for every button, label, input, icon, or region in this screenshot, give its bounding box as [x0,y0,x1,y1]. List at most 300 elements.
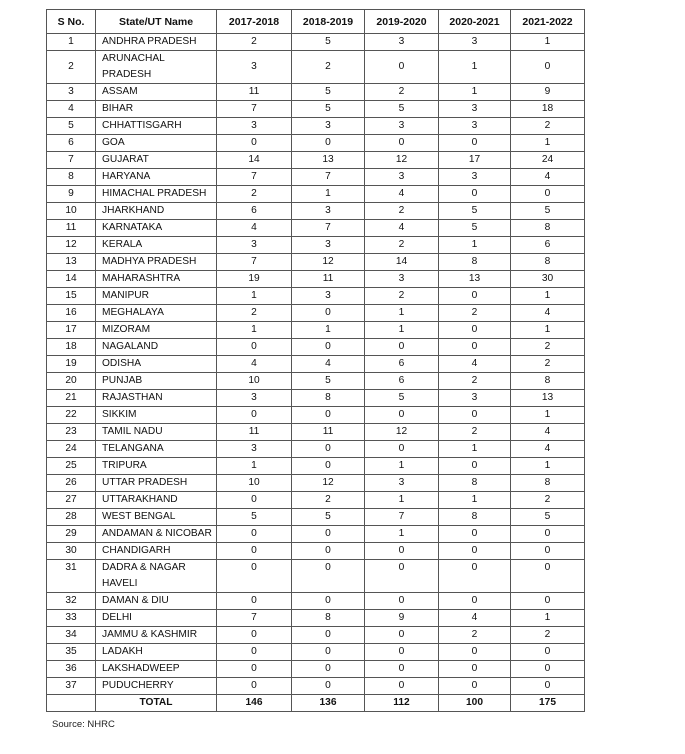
cell-2020-2021: 0 [439,322,511,339]
cell-2018-2019: 0 [292,678,365,695]
cell-2021-2022: 4 [511,424,585,441]
cell-2021-2022: 2 [511,627,585,644]
table-row [47,610,585,627]
cell-state: LAKSHADWEEP [96,661,217,678]
cell-2021-2022: 18 [511,101,585,118]
cell-state: LADAKH [96,644,217,661]
cell-2019-2020: 1 [365,305,439,322]
cell-2018-2019: 0 [292,644,365,661]
cell-2017-2018: 1 [217,458,292,475]
table-row [47,526,585,543]
cell-2020-2021: 2 [439,373,511,390]
cell-2018-2019: 11 [292,424,365,441]
cell-state: CHHATTISGARH [96,118,217,135]
header-2017-2018: 2017-2018 [217,10,292,34]
cell-2020-2021: 3 [439,34,511,51]
cell-2021-2022: 5 [511,203,585,220]
cell-2018-2019: 5 [292,84,365,101]
total-label: TOTAL [96,695,217,712]
cell-sno: 28 [47,509,96,526]
cell-sno: 25 [47,458,96,475]
cell-2020-2021: 3 [439,390,511,407]
cell-state: TRIPURA [96,458,217,475]
table-row [47,339,585,356]
cell-2018-2019: 3 [292,118,365,135]
cell-2018-2019: 0 [292,627,365,644]
cell-2019-2020: 5 [365,390,439,407]
cell-2019-2020: 3 [365,271,439,288]
cell-2017-2018: 4 [217,356,292,373]
cell-2019-2020: 3 [365,169,439,186]
cell-2021-2022: 6 [511,237,585,254]
cell-2017-2018: 10 [217,373,292,390]
cell-2019-2020: 4 [365,220,439,237]
table-row [47,237,585,254]
cell-state: ASSAM [96,84,217,101]
cell-2018-2019: 0 [292,441,365,458]
cell-2017-2018: 0 [217,627,292,644]
table-row [47,34,585,51]
cell-2018-2019: 0 [292,593,365,610]
cell-2020-2021: 0 [439,407,511,424]
cell-state: SIKKIM [96,407,217,424]
cell-2021-2022: 1 [511,458,585,475]
cell-2017-2018: 0 [217,339,292,356]
cell-2020-2021: 2 [439,305,511,322]
table-row [47,152,585,169]
cell-sno: 22 [47,407,96,424]
cell-2018-2019: 3 [292,237,365,254]
cell-state: GUJARAT [96,152,217,169]
cell-2020-2021: 1 [439,492,511,509]
cell-sno: 17 [47,322,96,339]
cell-state: DAMAN & DIU [96,593,217,610]
cell-2017-2018: 14 [217,152,292,169]
cell-2019-2020: 0 [365,661,439,678]
cell-2019-2020: 2 [365,203,439,220]
header-sno: S No. [47,10,96,34]
cell-2018-2019: 8 [292,610,365,627]
table-row [47,305,585,322]
cell-sno: 37 [47,678,96,695]
cell-sno: 1 [47,34,96,51]
table-row [47,424,585,441]
cell-sno: 18 [47,339,96,356]
cell-state: MIZORAM [96,322,217,339]
cell-2018-2019: 12 [292,475,365,492]
cell-2020-2021: 8 [439,254,511,271]
cell-2018-2019: 1 [292,322,365,339]
cell-2021-2022: 0 [511,526,585,543]
cell-2017-2018: 0 [217,135,292,152]
cell-sno: 5 [47,118,96,135]
cell-2021-2022: 4 [511,169,585,186]
cell-2021-2022: 1 [511,610,585,627]
cell-2019-2020: 0 [365,135,439,152]
cell-sno: 14 [47,271,96,288]
header-row [47,10,585,34]
total-2020-2021: 100 [439,695,511,712]
cell-state: DELHI [96,610,217,627]
cell-2018-2019: 0 [292,543,365,560]
cell-2020-2021: 4 [439,610,511,627]
cell-2020-2021: 1 [439,51,511,84]
cell-2017-2018: 1 [217,322,292,339]
cell-2017-2018: 0 [217,593,292,610]
table-row [47,101,585,118]
cell-state: KERALA [96,237,217,254]
table-row [47,644,585,661]
cell-2020-2021: 1 [439,84,511,101]
cell-2020-2021: 0 [439,593,511,610]
cell-sno: 36 [47,661,96,678]
cell-2017-2018: 4 [217,220,292,237]
table-row [47,271,585,288]
cell-2019-2020: 0 [365,407,439,424]
cell-state: TAMIL NADU [96,424,217,441]
cell-2018-2019: 5 [292,509,365,526]
cell-2019-2020: 3 [365,475,439,492]
cell-sno: 24 [47,441,96,458]
cell-sno: 4 [47,101,96,118]
table-row [47,84,585,101]
total-2018-2019: 136 [292,695,365,712]
cell-2020-2021: 0 [439,135,511,152]
cell-2017-2018: 0 [217,678,292,695]
cell-2017-2018: 11 [217,424,292,441]
cell-2021-2022: 0 [511,543,585,560]
cell-2018-2019: 5 [292,101,365,118]
table-row [47,356,585,373]
cell-2017-2018: 0 [217,526,292,543]
cell-2021-2022: 13 [511,390,585,407]
cell-2018-2019: 5 [292,373,365,390]
cell-2019-2020: 12 [365,424,439,441]
cell-2017-2018: 0 [217,661,292,678]
cell-sno: 29 [47,526,96,543]
cell-2019-2020: 2 [365,237,439,254]
table-row [47,203,585,220]
table-row [47,118,585,135]
cell-2018-2019: 0 [292,407,365,424]
cell-2021-2022: 8 [511,220,585,237]
cell-2020-2021: 0 [439,339,511,356]
cell-2017-2018: 0 [217,543,292,560]
cell-state: ANDHRA PRADESH [96,34,217,51]
cell-sno: 3 [47,84,96,101]
cell-2019-2020: 1 [365,526,439,543]
cell-2017-2018: 3 [217,51,292,84]
cell-2020-2021: 0 [439,661,511,678]
cell-2021-2022: 1 [511,322,585,339]
cell-2021-2022: 0 [511,560,585,593]
table-row [47,458,585,475]
table-row [47,627,585,644]
cell-state: GOA [96,135,217,152]
cell-sno: 8 [47,169,96,186]
cell-2019-2020: 0 [365,543,439,560]
table-row [47,51,585,84]
cell-2020-2021: 2 [439,424,511,441]
cell-2019-2020: 0 [365,593,439,610]
cell-sno: 13 [47,254,96,271]
cell-2017-2018: 7 [217,610,292,627]
cell-2019-2020: 1 [365,458,439,475]
cell-state: NAGALAND [96,339,217,356]
cell-2017-2018: 3 [217,390,292,407]
cell-2021-2022: 1 [511,135,585,152]
cell-sno: 19 [47,356,96,373]
cell-2018-2019: 5 [292,34,365,51]
table-row [47,322,585,339]
cell-sno: 16 [47,305,96,322]
cell-2018-2019: 0 [292,135,365,152]
cell-2017-2018: 3 [217,237,292,254]
total-row [47,695,585,712]
cell-2020-2021: 8 [439,475,511,492]
cell-2017-2018: 7 [217,169,292,186]
cell-state: HIMACHAL PRADESH [96,186,217,203]
cell-state: CHANDIGARH [96,543,217,560]
cell-2018-2019: 7 [292,220,365,237]
cell-2020-2021: 1 [439,237,511,254]
cell-2019-2020: 0 [365,627,439,644]
cell-2020-2021: 0 [439,560,511,593]
cell-2017-2018: 1 [217,288,292,305]
cell-2017-2018: 3 [217,118,292,135]
cell-2019-2020: 7 [365,509,439,526]
table-row [47,560,585,593]
cell-2020-2021: 4 [439,356,511,373]
cell-2020-2021: 1 [439,441,511,458]
cell-2021-2022: 5 [511,509,585,526]
cell-2019-2020: 2 [365,84,439,101]
table-row [47,441,585,458]
cell-2021-2022: 2 [511,356,585,373]
cell-2020-2021: 0 [439,186,511,203]
cell-sno: 15 [47,288,96,305]
cell-2019-2020: 14 [365,254,439,271]
cell-sno: 34 [47,627,96,644]
table-row [47,186,585,203]
header-2019-2020: 2019-2020 [365,10,439,34]
state-yearwise-table [46,9,585,712]
table-row [47,169,585,186]
cell-sno: 35 [47,644,96,661]
cell-2019-2020: 9 [365,610,439,627]
cell-2018-2019: 3 [292,288,365,305]
cell-2020-2021: 0 [439,526,511,543]
cell-2017-2018: 11 [217,84,292,101]
cell-2020-2021: 0 [439,458,511,475]
cell-2021-2022: 2 [511,339,585,356]
cell-2020-2021: 3 [439,169,511,186]
cell-2017-2018: 0 [217,560,292,593]
cell-state: UTTARAKHAND [96,492,217,509]
total-2017-2018: 146 [217,695,292,712]
cell-state: ARUNACHAL PRADESH [96,51,217,84]
table-row [47,475,585,492]
cell-state: PUDUCHERRY [96,678,217,695]
cell-2017-2018: 6 [217,203,292,220]
cell-2017-2018: 0 [217,407,292,424]
cell-2018-2019: 4 [292,356,365,373]
cell-2018-2019: 3 [292,203,365,220]
total-2021-2022: 175 [511,695,585,712]
cell-2020-2021: 2 [439,627,511,644]
total-2019-2020: 112 [365,695,439,712]
cell-2019-2020: 0 [365,441,439,458]
cell-state: ODISHA [96,356,217,373]
table-row [47,543,585,560]
cell-state: MEGHALAYA [96,305,217,322]
cell-2021-2022: 0 [511,644,585,661]
cell-2017-2018: 2 [217,34,292,51]
cell-2021-2022: 0 [511,593,585,610]
cell-2020-2021: 8 [439,509,511,526]
cell-2018-2019: 13 [292,152,365,169]
cell-sno: 6 [47,135,96,152]
source-note: Source: NHRC [52,719,115,730]
table-row [47,407,585,424]
cell-sno: 9 [47,186,96,203]
cell-state: UTTAR PRADESH [96,475,217,492]
cell-2020-2021: 0 [439,543,511,560]
cell-2018-2019: 0 [292,526,365,543]
cell-sno: 11 [47,220,96,237]
cell-2020-2021: 5 [439,220,511,237]
cell-2021-2022: 0 [511,186,585,203]
cell-2018-2019: 2 [292,51,365,84]
cell-2018-2019: 7 [292,169,365,186]
cell-state: PUNJAB [96,373,217,390]
cell-2021-2022: 2 [511,492,585,509]
cell-sno: 33 [47,610,96,627]
cell-2017-2018: 2 [217,305,292,322]
cell-2021-2022: 30 [511,271,585,288]
cell-sno: 21 [47,390,96,407]
cell-2020-2021: 0 [439,644,511,661]
cell-2017-2018: 7 [217,101,292,118]
cell-2018-2019: 0 [292,458,365,475]
cell-2018-2019: 8 [292,390,365,407]
cell-2019-2020: 0 [365,560,439,593]
header-2018-2019: 2018-2019 [292,10,365,34]
cell-2021-2022: 0 [511,678,585,695]
table-row [47,288,585,305]
cell-state: HARYANA [96,169,217,186]
cell-2019-2020: 2 [365,288,439,305]
cell-state: MAHARASHTRA [96,271,217,288]
cell-2021-2022: 1 [511,407,585,424]
cell-sno: 20 [47,373,96,390]
table-row [47,509,585,526]
table-row [47,678,585,695]
cell-2019-2020: 0 [365,51,439,84]
cell-sno: 30 [47,543,96,560]
cell-sno: 32 [47,593,96,610]
cell-2019-2020: 6 [365,356,439,373]
cell-state: RAJASTHAN [96,390,217,407]
cell-2020-2021: 17 [439,152,511,169]
cell-2020-2021: 0 [439,678,511,695]
cell-2021-2022: 0 [511,661,585,678]
cell-2019-2020: 6 [365,373,439,390]
table-row [47,492,585,509]
header-2020-2021: 2020-2021 [439,10,511,34]
cell-2021-2022: 24 [511,152,585,169]
cell-2019-2020: 0 [365,339,439,356]
cell-2021-2022: 1 [511,34,585,51]
cell-2019-2020: 12 [365,152,439,169]
cell-2018-2019: 11 [292,271,365,288]
cell-2017-2018: 0 [217,644,292,661]
cell-state: WEST BENGAL [96,509,217,526]
cell-state: BIHAR [96,101,217,118]
cell-sno: 10 [47,203,96,220]
cell-2021-2022: 8 [511,373,585,390]
cell-2021-2022: 8 [511,254,585,271]
cell-2017-2018: 2 [217,186,292,203]
cell-state: TELANGANA [96,441,217,458]
cell-2020-2021: 0 [439,288,511,305]
cell-2019-2020: 4 [365,186,439,203]
cell-2020-2021: 3 [439,101,511,118]
cell-state: MANIPUR [96,288,217,305]
header-state: State/UT Name [96,10,217,34]
cell-2021-2022: 9 [511,84,585,101]
cell-2019-2020: 1 [365,322,439,339]
cell-2017-2018: 19 [217,271,292,288]
cell-2021-2022: 4 [511,441,585,458]
cell-2017-2018: 5 [217,509,292,526]
total-sno-cell [47,695,96,712]
cell-sno: 27 [47,492,96,509]
cell-2019-2020: 5 [365,101,439,118]
table-row [47,135,585,152]
cell-2021-2022: 2 [511,118,585,135]
cell-sno: 26 [47,475,96,492]
header-2021-2022: 2021-2022 [511,10,585,34]
cell-sno: 31 [47,560,96,593]
cell-2017-2018: 0 [217,492,292,509]
cell-state: DADRA & NAGAR HAVELI [96,560,217,593]
cell-sno: 12 [47,237,96,254]
cell-2019-2020: 1 [365,492,439,509]
table-row [47,254,585,271]
cell-state: MADHYA PRADESH [96,254,217,271]
cell-2018-2019: 0 [292,560,365,593]
cell-2018-2019: 12 [292,254,365,271]
cell-2019-2020: 3 [365,118,439,135]
cell-2020-2021: 3 [439,118,511,135]
cell-2021-2022: 8 [511,475,585,492]
table-row [47,220,585,237]
cell-state: ANDAMAN & NICOBAR [96,526,217,543]
cell-2019-2020: 0 [365,644,439,661]
cell-2020-2021: 5 [439,203,511,220]
cell-2021-2022: 0 [511,51,585,84]
cell-sno: 7 [47,152,96,169]
cell-2017-2018: 7 [217,254,292,271]
cell-2019-2020: 3 [365,34,439,51]
table-row [47,373,585,390]
cell-2020-2021: 13 [439,271,511,288]
cell-2021-2022: 1 [511,288,585,305]
cell-2017-2018: 3 [217,441,292,458]
cell-sno: 23 [47,424,96,441]
cell-state: JAMMU & KASHMIR [96,627,217,644]
